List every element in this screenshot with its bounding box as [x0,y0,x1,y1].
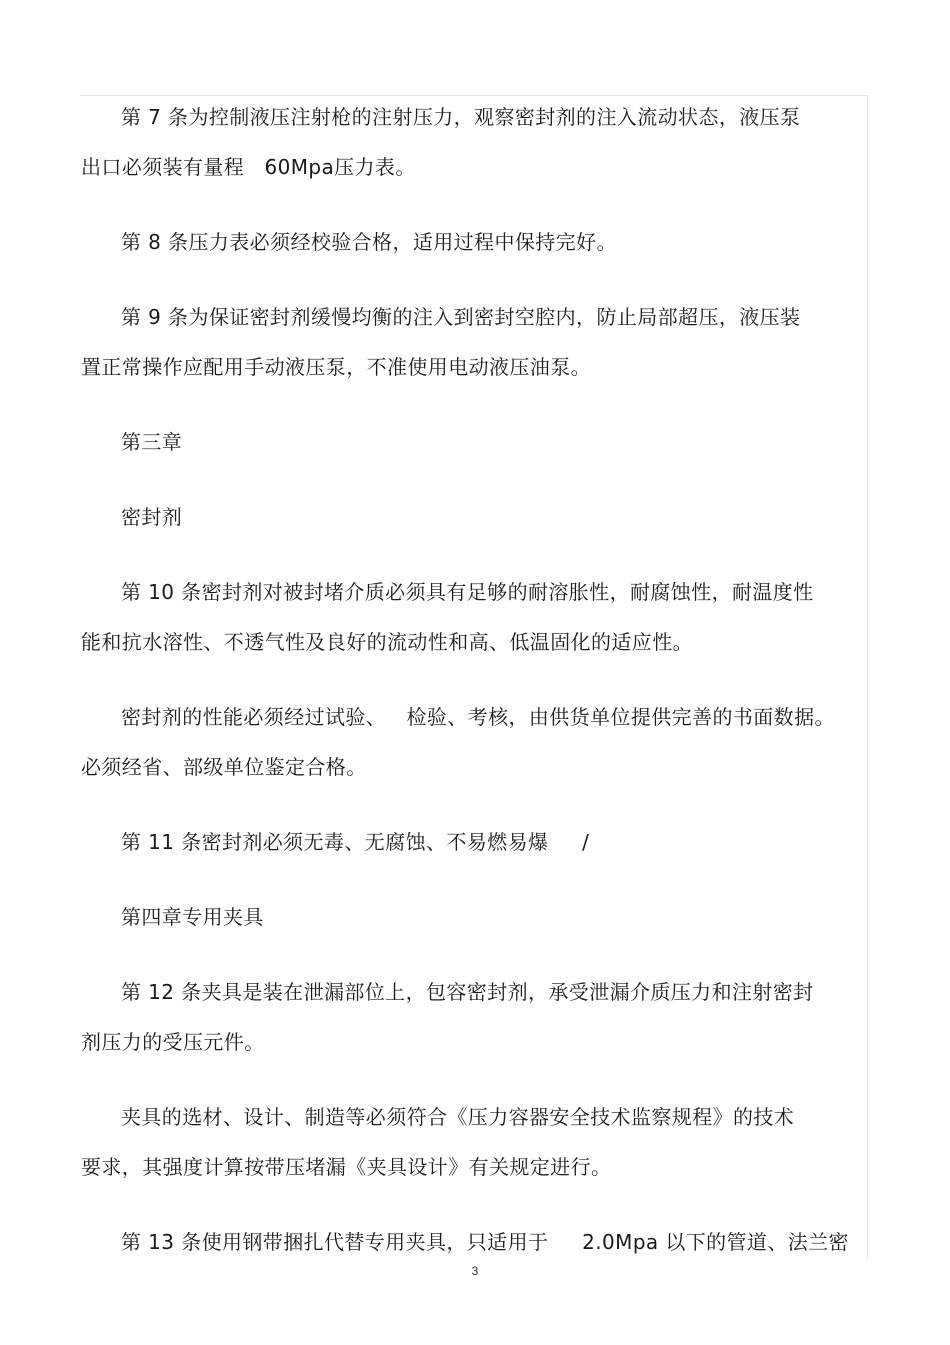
text-line-article-10-part-1: 第 10 条密封剂对被封堵介质必须具有足够的耐溶胀性，耐腐蚀性，耐温度性 [121,580,814,604]
chapter-3-heading: 第三章 [121,430,183,454]
text-line-article-12-part-2: 剂压力的受压元件。 [81,1030,265,1054]
text-line-article-11: 第 11 条密封剂必须无毒、无腐蚀、不易燃易爆 / [121,830,590,854]
text-line-article-9-part-2: 置正常操作应配用手动液压泵，不准使用电动液压油泵。 [81,355,591,379]
chapter-3-title: 密封剂 [121,505,183,529]
text-line-article-7-part-2: 出口必须装有量程 60Mpa压力表。 [81,155,416,179]
page-number: 3 [471,1264,479,1278]
text-line-article-12-part-1: 第 12 条夹具是装在泄漏部位上，包容密封剂，承受泄漏介质压力和注射密封 [121,980,814,1004]
text-line-article-9-part-1: 第 9 条为保证密封剂缓慢均衡的注入到密封空腔内，防止局部超压，液压装 [121,305,801,329]
text-line-article-8: 第 8 条压力表必须经校验合格，适用过程中保持完好。 [121,230,617,254]
text-line-article-7-part-1: 第 7 条为控制液压注射枪的注射压力，观察密封剂的注入流动状态，液压泵 [121,105,801,129]
text-line-sealant-performance-part-1: 密封剂的性能必须经过试验、 检验、考核，由供货单位提供完善的书面数据。 [121,705,835,729]
text-line-article-13: 第 13 条使用钢带捆扎代替专用夹具，只适用于 2.0Mpa 以下的管道、法兰密 [121,1230,849,1254]
page-frame [80,95,868,1260]
chapter-4-heading: 第四章专用夹具 [121,905,264,929]
text-line-fixture-material-part-1: 夹具的选材、设计、制造等必须符合《压力容器安全技术监察规程》的技术 [121,1105,795,1129]
text-line-sealant-performance-part-2: 必须经省、部级单位鉴定合格。 [81,755,367,779]
text-line-article-10-part-2: 能和抗水溶性、不透气性及良好的流动性和高、低温固化的适应性。 [81,630,693,654]
text-line-fixture-material-part-2: 要求，其强度计算按带压堵漏《夹具设计》有关规定进行。 [81,1155,612,1179]
